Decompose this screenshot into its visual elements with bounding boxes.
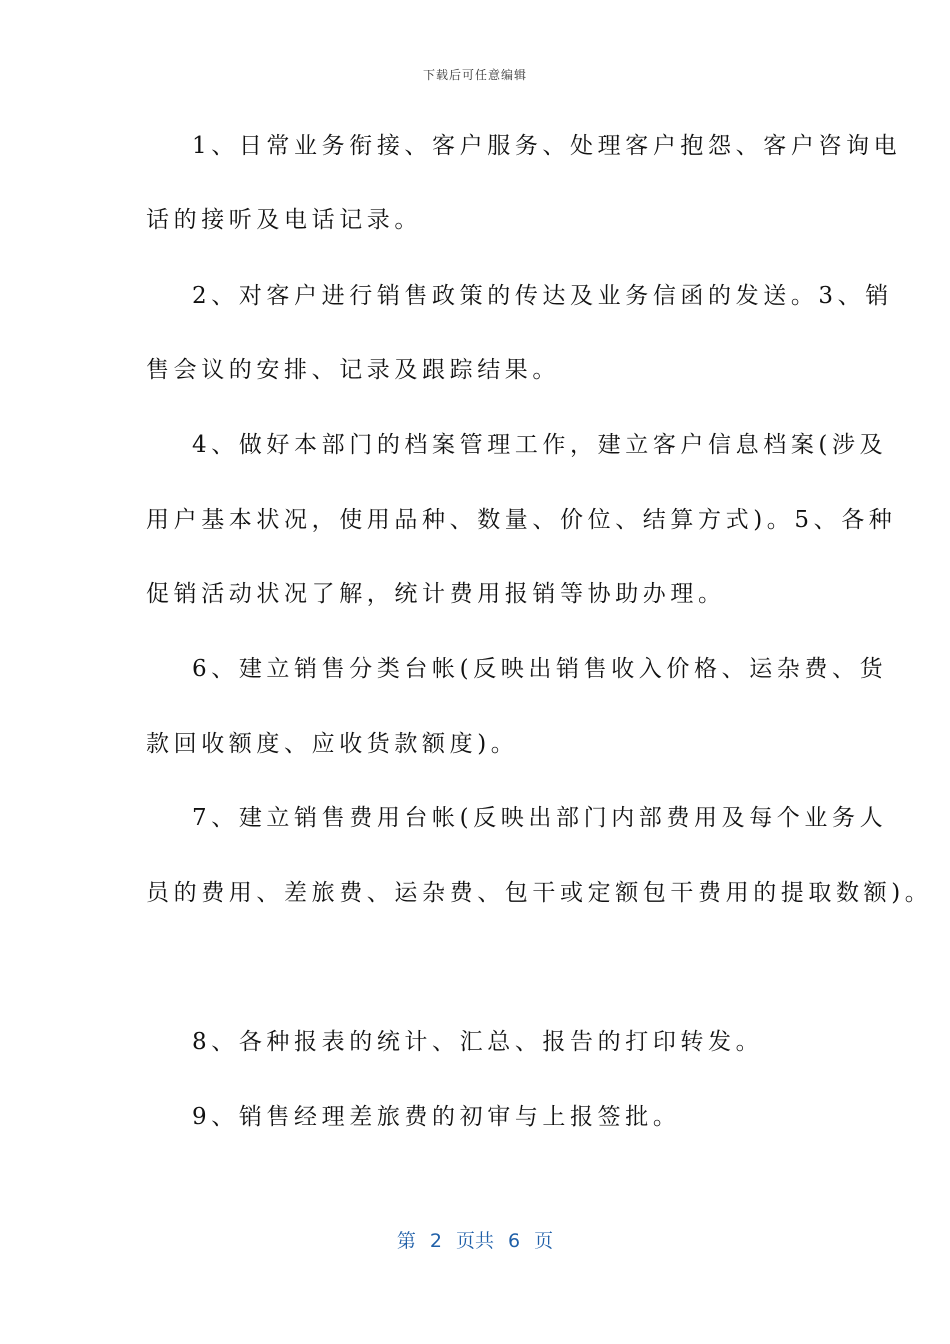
footer-prefix: 第 <box>396 1230 416 1252</box>
paragraph-line: 2、对客户进行销售政策的传达及业务信函的发送。3、销 <box>192 283 893 309</box>
paragraph-line: 9、销售经理差旅费的初审与上报签批。 <box>192 1104 681 1130</box>
paragraph-line: 话的接听及电话记录。 <box>146 207 422 233</box>
paragraph-line: 用户基本状况，使用品种、数量、价位、结算方式)。5、各种 <box>146 507 897 533</box>
paragraph-line: 员的费用、差旅费、运杂费、包干或定额包干费用的提取数额)。 <box>146 880 933 906</box>
page-number: 2 <box>429 1230 442 1252</box>
paragraph-line: 6、建立销售分类台帐(反映出销售收入价格、运杂费、货 <box>192 656 888 682</box>
paragraph-line: 7、建立销售费用台帐(反映出部门内部费用及每个业务人 <box>192 805 888 831</box>
page-header: 下载后可任意编辑 <box>422 68 527 82</box>
paragraph-line: 促销活动状况了解，统计费用报销等协助办理。 <box>146 581 726 607</box>
paragraph-line: 1、日常业务衔接、客户服务、处理客户抱怨、客户咨询电 <box>192 133 902 159</box>
paragraph-line: 8、各种报表的统计、汇总、报告的打印转发。 <box>192 1029 764 1055</box>
paragraph-line: 款回收额度、应收货款额度)。 <box>146 731 519 757</box>
page-footer <box>0 1226 950 1253</box>
footer-middle: 页共 <box>455 1230 494 1252</box>
paragraph-line: 4、做好本部门的档案管理工作，建立客户信息档案(涉及 <box>192 432 888 458</box>
total-pages: 6 <box>508 1230 521 1252</box>
paragraph-line: 售会议的安排、记录及跟踪结果。 <box>146 357 560 383</box>
footer-suffix: 页 <box>534 1230 554 1252</box>
